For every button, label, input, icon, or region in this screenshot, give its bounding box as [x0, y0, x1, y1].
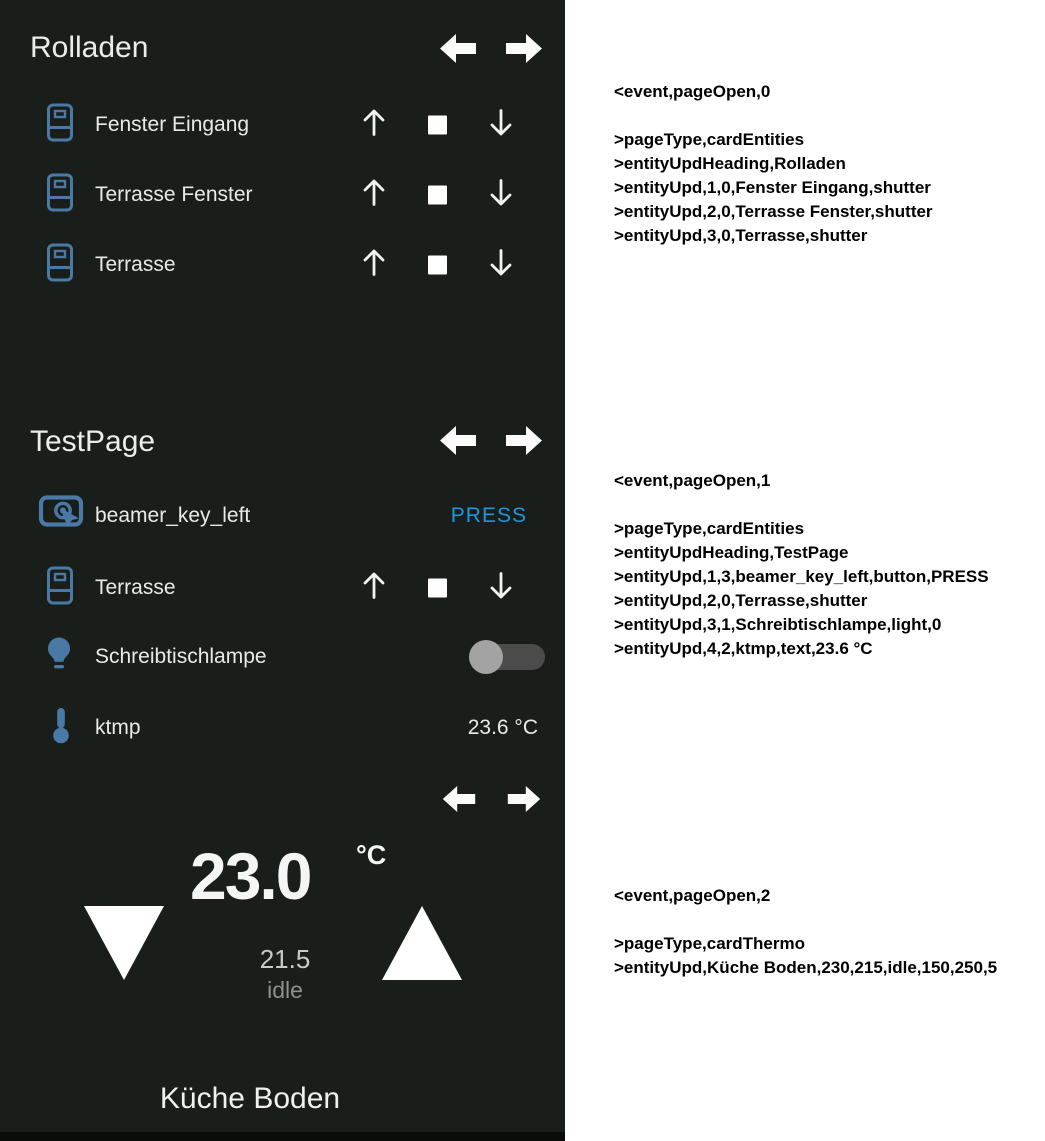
shutter-up-button[interactable] [361, 178, 387, 213]
panel-footer-strip [0, 1132, 565, 1141]
arrow-left-icon [441, 784, 477, 814]
nav-next-button[interactable] [504, 424, 544, 462]
shutter-up-button[interactable] [361, 108, 387, 143]
arrow-right-icon [504, 32, 544, 65]
page-title: Rolladen [30, 31, 149, 64]
nav-prev-button[interactable] [438, 424, 478, 462]
serial-log-page1 [614, 469, 1039, 661]
log-line: >pageType,cardEntities [614, 130, 805, 149]
nav-prev-button[interactable] [438, 32, 478, 70]
temp-unit: °C [356, 840, 387, 870]
entity-row [0, 706, 565, 750]
log-line: >pageType,cardEntities [614, 519, 805, 538]
log-line: <event,pageOpen,1 [614, 471, 771, 490]
log-line: >entityUpd,2,0,Terrasse Fenster,shutter [614, 202, 933, 221]
temp-target: 21.5 [259, 944, 311, 974]
arrow-up-icon [361, 571, 387, 601]
nav-next-button[interactable] [504, 32, 544, 70]
triangle-up-icon [382, 906, 462, 980]
serial-log-page2 [614, 884, 1039, 980]
arrow-down-icon [488, 248, 514, 278]
arrow-up-icon [361, 108, 387, 138]
entity-label: beamer_key_left [95, 504, 251, 527]
log-line: >entityUpd,2,0,Terrasse,shutter [614, 591, 868, 610]
arrow-down-icon [488, 571, 514, 601]
entity-row [0, 243, 565, 287]
shutter-up-button[interactable] [361, 571, 387, 606]
log-line: >entityUpdHeading,TestPage [614, 543, 849, 562]
log-line [614, 493, 1039, 517]
temp-down-button[interactable] [84, 906, 164, 985]
arrow-down-icon [488, 108, 514, 138]
lightbulb-icon [45, 637, 73, 678]
shutter-icon [47, 104, 73, 147]
shutter-icon [47, 174, 73, 217]
log-line: >entityUpdHeading,Rolladen [614, 154, 846, 173]
arrow-left-icon [438, 32, 478, 65]
log-line: >entityUpd,3,0,Terrasse,shutter [614, 226, 868, 245]
entity-row [0, 494, 565, 538]
card-rolladen [0, 0, 565, 390]
entity-row [0, 566, 565, 610]
serial-log-page0 [614, 80, 1039, 248]
stop-square-icon [428, 579, 447, 598]
entity-row [0, 173, 565, 217]
log-line [614, 908, 1039, 932]
shutter-stop-button[interactable] [428, 256, 447, 275]
shutter-stop-button[interactable] [428, 116, 447, 135]
entity-label: Schreibtischlampe [95, 645, 267, 668]
log-line: <event,pageOpen,0 [614, 82, 771, 101]
arrow-left-icon [438, 424, 478, 457]
stop-square-icon [428, 186, 447, 205]
log-line: <event,pageOpen,2 [614, 886, 771, 905]
shutter-stop-button[interactable] [428, 579, 447, 598]
log-line: >pageType,cardThermo [614, 934, 805, 953]
nav-prev-button[interactable] [441, 784, 477, 819]
shutter-down-button[interactable] [488, 178, 514, 213]
shutter-down-button[interactable] [488, 108, 514, 143]
press-button[interactable]: PRESS [450, 504, 527, 527]
entity-label: Terrasse Fenster [95, 183, 253, 206]
page-title: TestPage [30, 425, 156, 458]
thermometer-icon [52, 707, 70, 750]
sensor-value: 23.6 °C [467, 716, 538, 739]
shutter-down-button[interactable] [488, 248, 514, 283]
entity-label: Terrasse [95, 576, 176, 599]
light-toggle[interactable] [469, 638, 545, 676]
entity-row [0, 103, 565, 147]
thermo-name: Küche Boden [159, 1082, 341, 1115]
arrow-up-icon [361, 178, 387, 208]
shutter-icon [47, 567, 73, 610]
stop-square-icon [428, 116, 447, 135]
nav-next-button[interactable] [506, 784, 542, 819]
arrow-right-icon [506, 784, 542, 814]
log-line: >entityUpd,1,3,beamer_key_left,button,PRESS [614, 567, 989, 586]
entity-row [0, 635, 565, 679]
arrow-up-icon [361, 248, 387, 278]
shutter-down-button[interactable] [488, 571, 514, 606]
log-line: >entityUpd,3,1,Schreibtischlampe,light,0 [614, 615, 942, 634]
arrow-down-icon [488, 178, 514, 208]
shutter-up-button[interactable] [361, 248, 387, 283]
temp-current: 23.0 [190, 839, 311, 913]
log-line: >entityUpd,Küche Boden,230,215,idle,150,250,5 [614, 958, 998, 977]
card-testpage [0, 392, 565, 770]
shutter-icon [47, 244, 73, 287]
log-line: >entityUpd,1,0,Fenster Eingang,shutter [614, 178, 931, 197]
triangle-down-icon [84, 906, 164, 980]
tap-button-icon [38, 493, 84, 540]
toggle-knob [469, 640, 503, 674]
log-line: >entityUpd,4,2,ktmp,text,23.6 °C [614, 639, 873, 658]
entity-label: ktmp [95, 716, 141, 739]
log-line [614, 104, 1039, 128]
stop-square-icon [428, 256, 447, 275]
entity-label: Terrasse [95, 253, 176, 276]
entity-label: Fenster Eingang [95, 113, 250, 136]
shutter-stop-button[interactable] [428, 186, 447, 205]
arrow-right-icon [504, 424, 544, 457]
temp-up-button[interactable] [382, 906, 462, 985]
thermo-state: idle [267, 977, 303, 1003]
